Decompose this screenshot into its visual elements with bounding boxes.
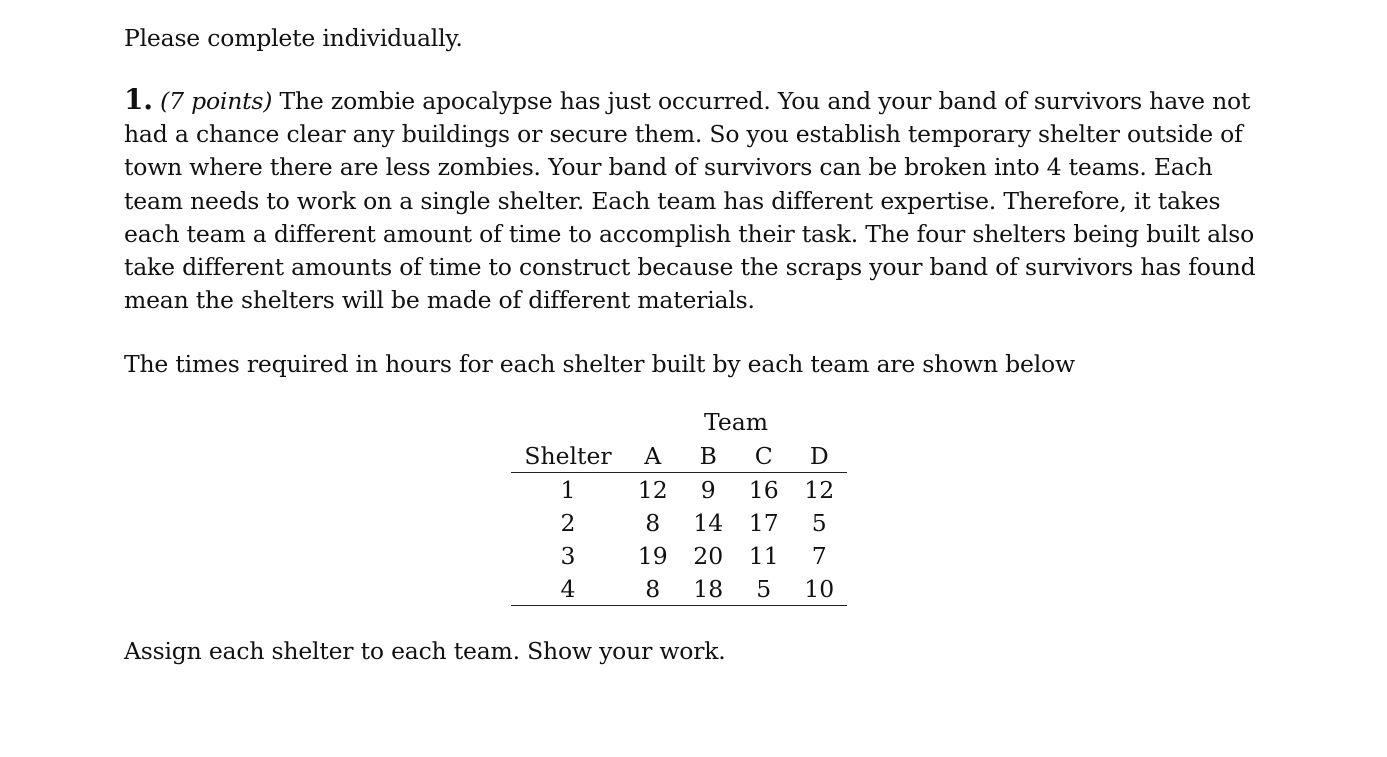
table-cell: 14 <box>693 508 724 537</box>
table-cell: 10 <box>792 572 848 606</box>
closing-instruction: Assign each shelter to each team. Show your work. <box>124 637 726 665</box>
question-1 <box>124 83 1264 317</box>
table-cell: 17 <box>748 508 779 537</box>
table-cell: 11 <box>748 541 779 570</box>
question-number: 1. <box>124 83 153 116</box>
header-team-c: C <box>736 439 792 473</box>
question-body: The zombie apocalypse has just occurred. You and your band of survivors have not had a chance clear any buildings or secure them. So you establish temporary shelter outside of town where there are less zombies. Your band of survivors can be broken into 4 teams. Each team needs to work on a single shelter. Each team has different expertise. Therefore, it takes each team a different amount of time to accomplish their task. The four shelters being built also take different amounts of time to construct because the scraps your band of survivors has found mean the shelters will be made of different materials. <box>124 87 1256 315</box>
table-cell: 5 <box>736 572 792 606</box>
table-header-row <box>511 439 847 473</box>
intro-text: Please complete individually. <box>124 24 463 52</box>
times-table-container <box>511 406 847 606</box>
document-page <box>124 22 1264 665</box>
table-cell: 3 <box>560 541 576 570</box>
table-cell: 7 <box>811 541 827 570</box>
table-cell: 8 <box>645 508 661 537</box>
table-cell: 12 <box>637 475 668 504</box>
table-row <box>511 506 847 539</box>
table-row <box>511 572 847 606</box>
table-cell: 4 <box>511 572 625 606</box>
table-cell: 16 <box>748 475 779 504</box>
table-cell: 19 <box>637 541 668 570</box>
table-cell: 12 <box>804 475 835 504</box>
times-table <box>511 439 847 606</box>
header-team-b: B <box>681 439 737 473</box>
table-cell: 18 <box>681 572 737 606</box>
table-cell: 2 <box>560 508 576 537</box>
table-cell: 20 <box>693 541 724 570</box>
table-row <box>511 539 847 572</box>
header-team-a: A <box>625 439 681 473</box>
table-row <box>511 473 847 507</box>
table-cell: 9 <box>700 475 716 504</box>
table-cell: 1 <box>560 475 576 504</box>
header-shelter: Shelter <box>511 439 625 473</box>
question-points: (7 points) <box>160 87 273 115</box>
header-team-d: D <box>792 439 848 473</box>
times-intro: The times required in hours for each shelter built by each team are shown below <box>124 350 1075 379</box>
table-cell: 5 <box>811 508 827 537</box>
table-cell: 8 <box>625 572 681 606</box>
team-group-header: Team <box>703 408 769 436</box>
